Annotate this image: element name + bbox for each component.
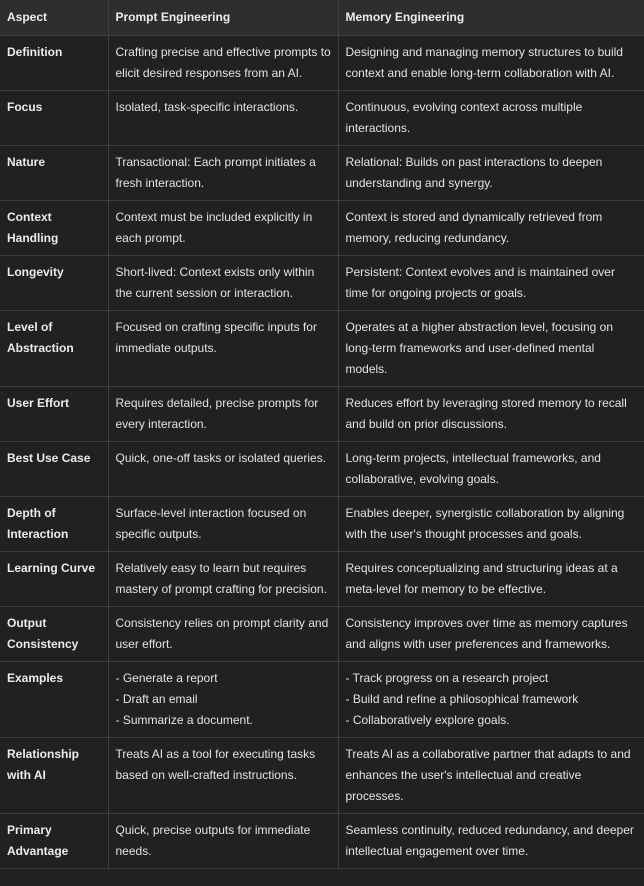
row-aspect: Context Handling bbox=[0, 201, 108, 256]
row-memory-cell: Context is stored and dynamically retrieved from memory, reducing redundancy. bbox=[338, 201, 644, 256]
table-row bbox=[0, 814, 644, 869]
row-prompt-cell: Quick, precise outputs for immediate needs. bbox=[108, 814, 338, 869]
table-row bbox=[0, 607, 644, 662]
row-prompt-cell: Relatively easy to learn but requires mastery of prompt crafting for precision. bbox=[108, 552, 338, 607]
table-row bbox=[0, 91, 644, 146]
row-aspect: User Effort bbox=[0, 387, 108, 442]
table-header bbox=[0, 0, 644, 36]
header-memory-engineering: Memory Engineering bbox=[338, 0, 644, 36]
row-aspect: Nature bbox=[0, 146, 108, 201]
row-prompt-cell: Context must be included explicitly in each prompt. bbox=[108, 201, 338, 256]
row-aspect: Primary Advantage bbox=[0, 814, 108, 869]
row-aspect: Examples bbox=[0, 662, 108, 738]
row-prompt-cell: Surface-level interaction focused on specific outputs. bbox=[108, 497, 338, 552]
example-item: - Draft an email bbox=[115, 692, 198, 706]
row-memory-cell: Relational: Builds on past interactions to deepen understanding and synergy. bbox=[338, 146, 644, 201]
table-row bbox=[0, 662, 644, 738]
row-memory-cell: Seamless continuity, reduced redundancy, and deeper intellectual engagement over time. bbox=[338, 814, 644, 869]
table-body bbox=[0, 36, 644, 869]
row-aspect: Output Consistency bbox=[0, 607, 108, 662]
row-aspect: Level of Abstraction bbox=[0, 311, 108, 387]
row-prompt-cell: Short-lived: Context exists only within the current session or interaction. bbox=[108, 256, 338, 311]
example-item: - Track progress on a research project bbox=[345, 671, 549, 685]
row-aspect: Relationship with AI bbox=[0, 738, 108, 814]
table-row bbox=[0, 738, 644, 814]
table-row bbox=[0, 146, 644, 201]
row-prompt-cell: Transactional: Each prompt initiates a fresh interaction. bbox=[108, 146, 338, 201]
table-row bbox=[0, 552, 644, 607]
row-memory-cell: Operates at a higher abstraction level, focusing on long-term frameworks and user-defined mental models. bbox=[338, 311, 644, 387]
header-aspect: Aspect bbox=[0, 0, 108, 36]
row-memory-cell: Long-term projects, intellectual frameworks, and collaborative, evolving goals. bbox=[338, 442, 644, 497]
row-memory-cell: Enables deeper, synergistic collaboration by aligning with the user's thought processes and goals. bbox=[338, 497, 644, 552]
row-prompt-cell: Quick, one-off tasks or isolated queries. bbox=[108, 442, 338, 497]
row-prompt-cell: Requires detailed, precise prompts for every interaction. bbox=[108, 387, 338, 442]
row-memory-cell: Treats AI as a collaborative partner that adapts to and enhances the user's intellectual and creative processes. bbox=[338, 738, 644, 814]
table-row bbox=[0, 442, 644, 497]
table-row bbox=[0, 497, 644, 552]
example-item: - Generate a report bbox=[115, 671, 218, 685]
row-memory-cell bbox=[338, 662, 644, 738]
row-aspect: Focus bbox=[0, 91, 108, 146]
row-aspect: Best Use Case bbox=[0, 442, 108, 497]
row-aspect: Definition bbox=[0, 36, 108, 91]
row-prompt-cell bbox=[108, 662, 338, 738]
row-aspect: Depth of Interaction bbox=[0, 497, 108, 552]
row-prompt-cell: Isolated, task-specific interactions. bbox=[108, 91, 338, 146]
table-row bbox=[0, 256, 644, 311]
row-memory-cell: Designing and managing memory structures to build context and enable long-term collaboration with AI. bbox=[338, 36, 644, 91]
header-prompt-engineering: Prompt Engineering bbox=[108, 0, 338, 36]
table-row bbox=[0, 201, 644, 256]
row-prompt-cell: Crafting precise and effective prompts to elicit desired responses from an AI. bbox=[108, 36, 338, 91]
row-memory-cell: Continuous, evolving context across multiple interactions. bbox=[338, 91, 644, 146]
table-row bbox=[0, 311, 644, 387]
row-memory-cell: Reduces effort by leveraging stored memory to recall and build on prior discussions. bbox=[338, 387, 644, 442]
example-item: - Summarize a document. bbox=[115, 713, 253, 727]
row-aspect: Learning Curve bbox=[0, 552, 108, 607]
example-item: - Build and refine a philosophical framework bbox=[345, 692, 579, 706]
row-prompt-cell: Treats AI as a tool for executing tasks based on well-crafted instructions. bbox=[108, 738, 338, 814]
row-memory-cell: Persistent: Context evolves and is maintained over time for ongoing projects or goals. bbox=[338, 256, 644, 311]
table-row bbox=[0, 36, 644, 91]
row-memory-cell: Requires conceptualizing and structuring ideas at a meta-level for memory to be effective. bbox=[338, 552, 644, 607]
table-row bbox=[0, 387, 644, 442]
row-prompt-cell: Focused on crafting specific inputs for immediate outputs. bbox=[108, 311, 338, 387]
row-memory-cell: Consistency improves over time as memory captures and aligns with user preferences and frameworks. bbox=[338, 607, 644, 662]
row-aspect: Longevity bbox=[0, 256, 108, 311]
example-item: - Collaboratively explore goals. bbox=[345, 713, 510, 727]
header-row bbox=[0, 0, 644, 36]
row-prompt-cell: Consistency relies on prompt clarity and user effort. bbox=[108, 607, 338, 662]
